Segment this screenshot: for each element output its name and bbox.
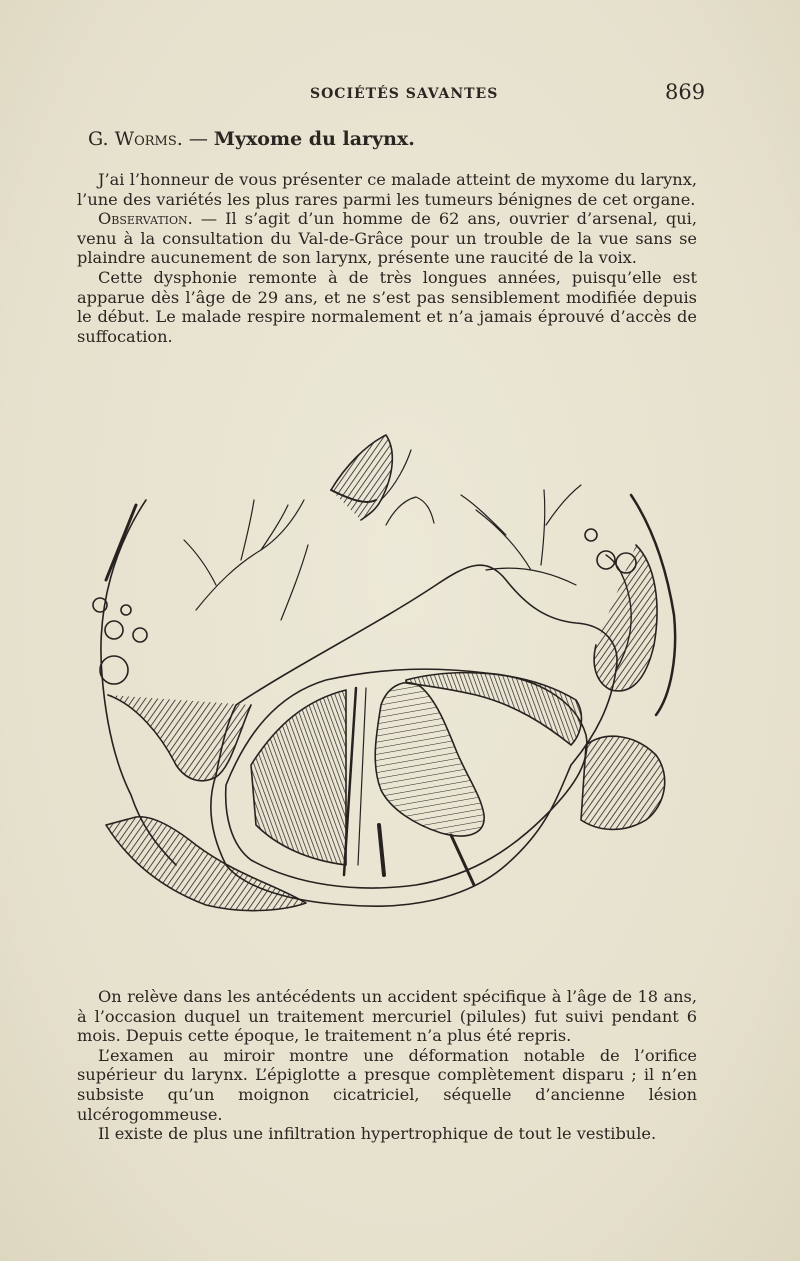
left-aryepiglottic-fold xyxy=(108,695,251,781)
right-lower-fold xyxy=(581,736,665,829)
article-title: Myxome du larynx. xyxy=(213,128,415,150)
left-vocal-cord-hatching xyxy=(251,690,346,865)
observation-label: Observation. xyxy=(98,209,193,229)
paragraph-text: L’examen au miroir montre une déformation notable de l’orifice supérieur du larynx. L’épiglotte a presque complètement disparu ; il n’en subsiste qu’un moignon cicatriciel, séquelle d’ancienne lésion ulcérogommeuse. xyxy=(77,1045,697,1124)
paragraph-text: On relève dans les antécédents un accident spécifique à l’âge de 18 ans, à l’occasion duquel un traitement mercuriel (pilules) fut suivi pendant 6 mois. Depuis cette époque, le traitement n’a plus été repris. xyxy=(77,987,697,1046)
running-head xyxy=(0,80,800,106)
page-number: 869 xyxy=(665,80,706,104)
running-head-title: SOCIÉTÉS SAVANTES xyxy=(310,86,499,102)
text-block-bottom xyxy=(77,987,697,1144)
paragraph xyxy=(77,987,697,1046)
myxoma-tumor xyxy=(375,683,484,836)
right-fold xyxy=(594,545,657,691)
larynx-drawing xyxy=(76,405,688,950)
article-heading xyxy=(88,128,708,150)
heading-dash: — xyxy=(182,128,214,150)
epiglottis-stump xyxy=(331,435,392,520)
paragraph xyxy=(77,1124,697,1144)
text-block-top xyxy=(77,170,697,346)
outer-left-contour xyxy=(101,500,176,865)
larynx-illustration xyxy=(76,405,688,950)
paragraph-text: Il existe de plus une infiltration hypertrophique de tout le vestibule. xyxy=(98,1124,657,1144)
paragraph xyxy=(77,268,697,346)
paragraph xyxy=(77,209,697,268)
paragraph-text: — Il s’agit d’un homme de 62 ans, ouvrier d’arsenal, qui, venu à la consultation du Val-de-Grâce pour un trouble de la vue sans se plaindre aucunement de son larynx, présente une raucité de la voix. xyxy=(77,209,697,268)
blood-vessels-right xyxy=(461,485,581,570)
paragraph xyxy=(77,1046,697,1124)
paragraph-text: Cette dysphonie remonte à de très longues années, puisqu’elle est apparue dès l’âge de 29 ans, et ne s’est pas sensiblement modifiée depuis le début. Le malade respire normalement et n’a jamais éprouvé d’accès de suffocation. xyxy=(77,267,697,346)
paragraph-text: J’ai l’honneur de vous présenter ce malade atteint de myxome du larynx, l’une des variétés les plus rares parmi les tumeurs bénignes de cet organe. xyxy=(77,170,697,209)
article-author: G. Worms. xyxy=(88,128,183,150)
paragraph xyxy=(77,170,697,209)
blood-vessels-left xyxy=(184,500,304,610)
